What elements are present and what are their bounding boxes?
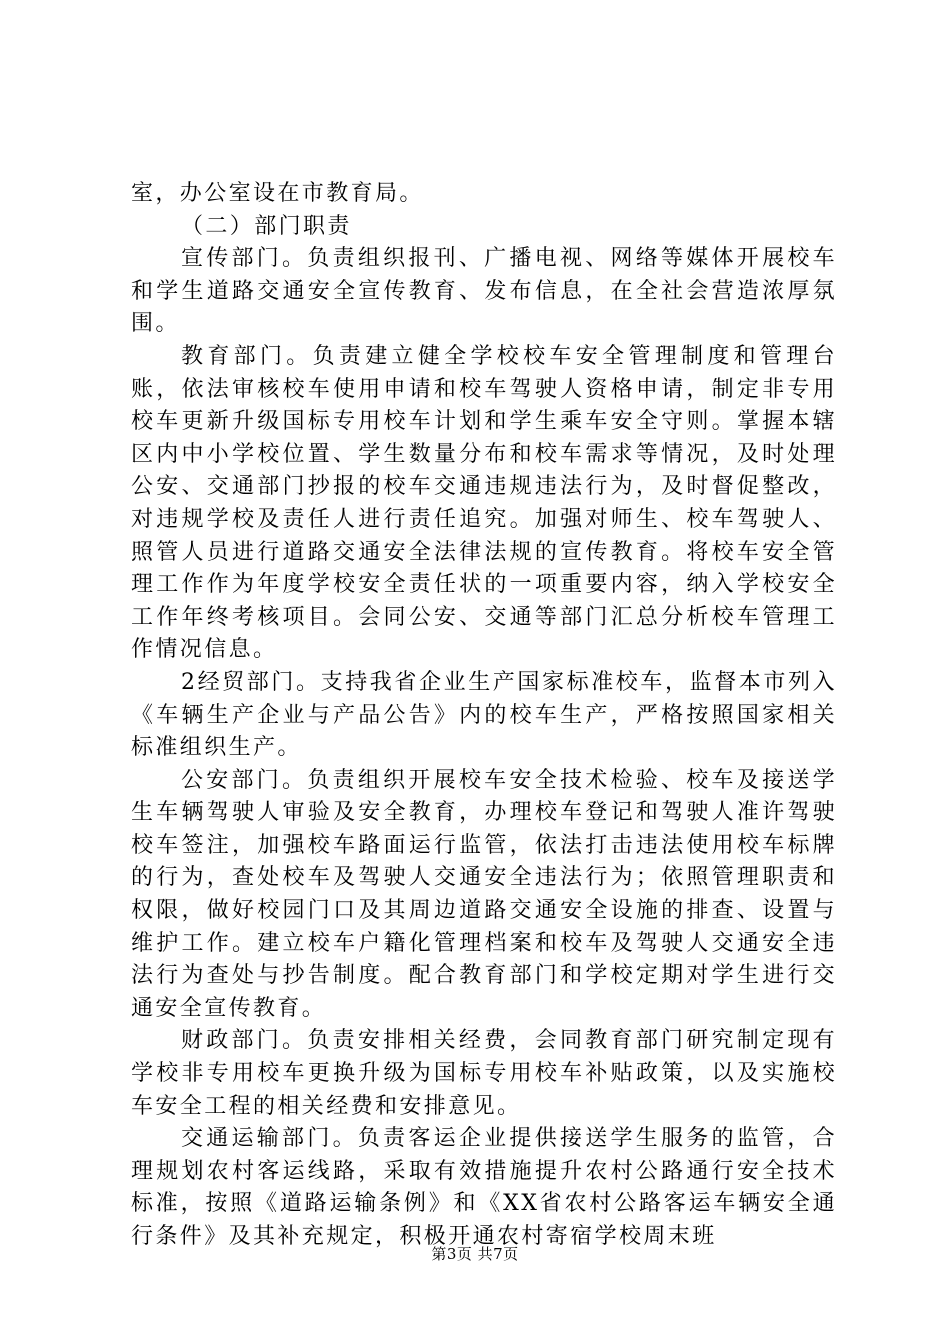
paragraph-finance: 财政部门。负责安排相关经费，会同教育部门研究制定现有学校非专用校车更换升级为国标专用校车补贴政策，以及实施校车安全工程的相关经费和安排意见。 [131, 1028, 837, 1119]
paragraph-publicity: 宣传部门。负责组织报刊、广播电视、网络等媒体开展校车和学生道路交通安全宣传教育、发布信息，在全社会营造浓厚氛围。 [131, 246, 837, 337]
paragraph-continuation: 室，办公室设在市教育局。 [131, 181, 424, 206]
paragraph-education: 教育部门。负责建立健全学校校车安全管理制度和管理台账，依法审核校车使用申请和校车驾驶人资格申请，制定非专用校车更新升级国标专用校车计划和学生乘车安全守则。掌握本辖区内中小学校位置、学生数量分布和校车需求等情况，及时处理公安、交通部门抄报的校车交通违规违法行为，及时督促整改，对违规学校及责任人进行责任追究。加强对师生、校车驾驶人、照管人员进行道路交通安全法律法规的宣传教育。将校车安全管理工作作为年度学校安全责任状的一项重要内容，纳入学校安全工作年终考核项目。会同公安、交通等部门汇总分析校车管理工作情况信息。 [131, 343, 837, 663]
section-heading: （二）部门职责 [181, 213, 352, 239]
paragraph-economic-trade: 2经贸部门。支持我省企业生产国家标准校车，监督本市列入《车辆生产企业与产品公告》内的校车生产，严格按照国家相关标准组织生产。 [131, 669, 837, 761]
document-body [131, 178, 837, 1254]
page-footer: 第3页 共7页 [431, 1245, 519, 1263]
paragraph-public-security: 公安部门。负责组织开展校车安全技术检验、校车及接送学生车辆驾驶人审验及安全教育，办理校车登记和驾驶人准许驾驶校车签注，加强校车路面运行监管，依法打击违法使用校车标牌的行为，查处校车及驾驶人交通安全违法行为；依照管理职责和权限，做好校园门口及其周边道路交通安全设施的排查、设置与维护工作。建立校车户籍化管理档案和校车及驾驶人交通安全违法行为查处与抄告制度。配合教育部门和学校定期对学生进行交通安全宣传教育。 [131, 767, 837, 1021]
paragraph-transport: 交通运输部门。负责客运企业提供接送学生服务的监管，合理规划农村客运线路，采取有效措施提升农村公路通行安全技术标准，按照《道路运输条例》和《XX省农村公路客运车辆安全通行条件》及其补充规定，积极开通农村寄宿学校周末班 [131, 1126, 837, 1249]
